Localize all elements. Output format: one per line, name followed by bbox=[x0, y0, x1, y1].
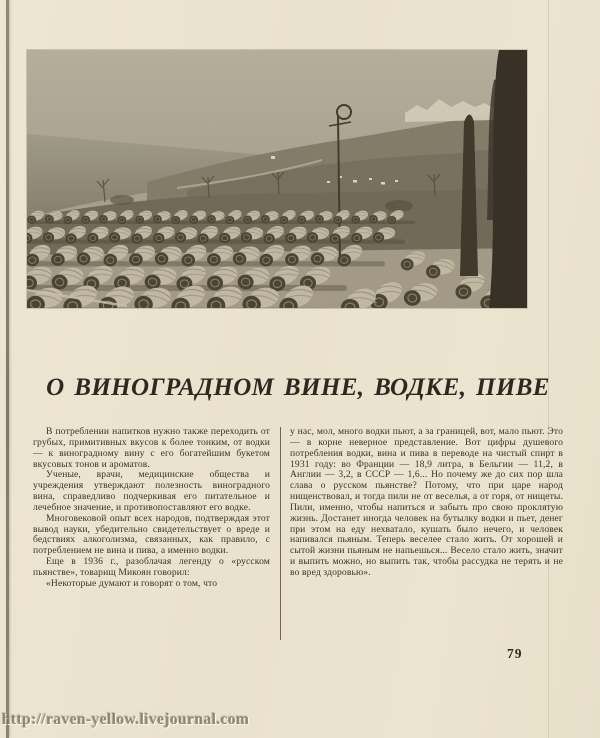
paragraph: у нас, мол, много водки пьют, а за границей, вот, мало пьют. Это — в корне неверное представление. Вот цифры душевого потребления водки, вина и пива в переводе на чистый спирт в 1931 году: во Франции — 18,9 литра, в Бельгии — 11,2, в Англии — 3,2, в СССР — 1,6... Но почему же до сих пор шла слава о русском пьянстве? Потому, что при царе народ нищенствовал, и тогда пили не от веселья, а от горя, от нищеты. Пили, именно, чтобы напиться и забыть про свою проклятую жизнь. Достанет иногда человек на бутылку водки и пьет, денег при этом на еду нехватало, кушать было нечего, и человек напивался пьяным. Теперь веселее стало жить. От хорошей и сытой жизни пьяным не напьешься... Весело стало жить, значит и выпить можно, но выпить так, чтобы рассудка не терять и не во вред здоровью». bbox=[290, 426, 563, 578]
vineyard-photo-illustration bbox=[27, 50, 527, 308]
paragraph: Еще в 1936 г., разоблачая легенду о «русском пьянстве», товарищ Микоян говорил: bbox=[33, 556, 270, 578]
column-divider bbox=[280, 427, 281, 640]
text-columns bbox=[33, 427, 563, 640]
paragraph: Многовековой опыт всех народов, подтверждая этот вывод науки, убедительно свидетельствует о вреде и бедствиях алкоголизма, связанных, как правило, с потреблением не вина и пива, а именно водки. bbox=[33, 512, 270, 557]
vineyard-barrels-photo bbox=[27, 50, 527, 308]
paragraph: В потреблении напитков нужно также переходить от грубых, примитивных вкусов к более тонким, от водки — к виноградному вину с его богатейшим букетом вкусовых тонов и ароматов. bbox=[33, 426, 270, 470]
column-left bbox=[33, 427, 270, 590]
paragraph: Ученые, врачи, медицинские общества и учреждения утверждают полезность виноградного вина, справедливо подчеркивая его питательное и лечебное значение, и противопоставляют его водке. bbox=[33, 469, 270, 513]
paragraph: «Некоторые думают и говорят о том, что bbox=[46, 577, 218, 589]
page-number: 79 bbox=[507, 646, 523, 661]
column-right bbox=[290, 427, 563, 579]
page-title: О ВИНОГРАДНОМ ВИНЕ, ВОДКЕ, ПИВЕ bbox=[46, 374, 550, 401]
page-left-edge-shadow bbox=[6, 0, 9, 738]
watermark: http://raven-yellow.livejournal.com bbox=[2, 711, 250, 728]
